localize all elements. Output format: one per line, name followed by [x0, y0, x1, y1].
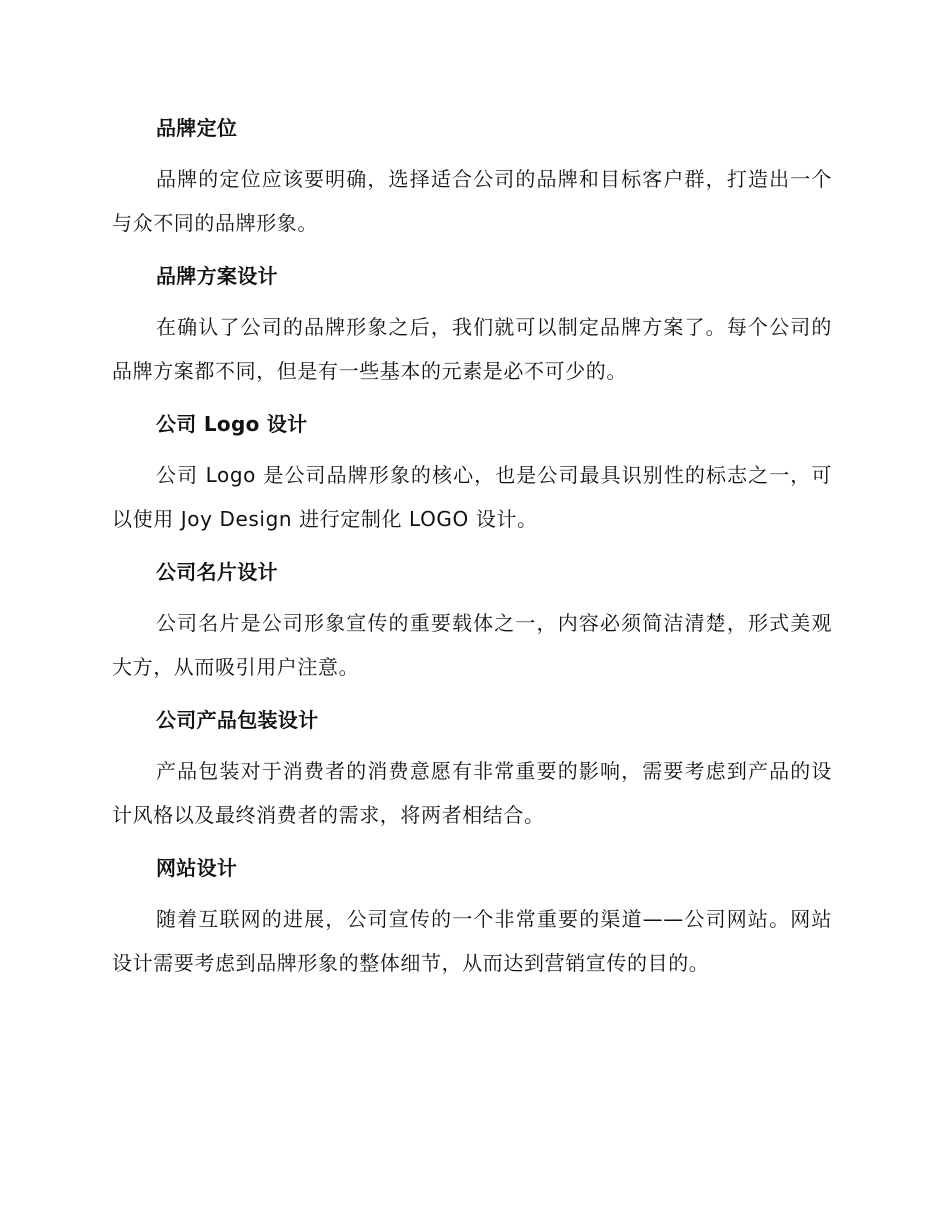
section-brand-plan-design [112, 260, 832, 393]
section-business-card-design [112, 556, 832, 689]
section-logo-design [112, 408, 832, 541]
section-heading: 品牌方案设计 [156, 264, 278, 288]
section-paragraph: 随着互联网的进展，公司宣传的一个非常重要的渠道——公司网站。网站设计需要考虑到品牌形象的整体细节，从而达到营销宣传的目的。 [112, 907, 832, 975]
section-paragraph: 公司 Logo 是公司品牌形象的核心，也是公司最具识别性的标志之一，可以使用 Joy Design 进行定制化 LOGO 设计。 [112, 463, 832, 531]
section-paragraph: 公司名片是公司形象宣传的重要载体之一，内容必须简洁清楚，形式美观大方，从而吸引用户注意。 [112, 611, 832, 679]
section-paragraph: 产品包装对于消费者的消费意愿有非常重要的影响，需要考虑到产品的设计风格以及最终消费者的需求，将两者相结合。 [112, 759, 832, 827]
section-heading: 公司 Logo 设计 [156, 412, 308, 436]
section-heading: 公司产品包装设计 [156, 708, 319, 732]
section-heading: 网站设计 [156, 856, 238, 880]
document-body [112, 112, 832, 1000]
section-heading: 品牌定位 [156, 116, 238, 140]
section-website-design [112, 852, 832, 985]
section-paragraph: 在确认了公司的品牌形象之后，我们就可以制定品牌方案了。每个公司的品牌方案都不同，但是有一些基本的元素是必不可少的。 [112, 315, 832, 383]
section-brand-positioning [112, 112, 832, 245]
section-paragraph: 品牌的定位应该要明确，选择适合公司的品牌和目标客户群，打造出一个与众不同的品牌形象。 [112, 167, 832, 235]
section-heading: 公司名片设计 [156, 560, 278, 584]
section-packaging-design [112, 704, 832, 837]
